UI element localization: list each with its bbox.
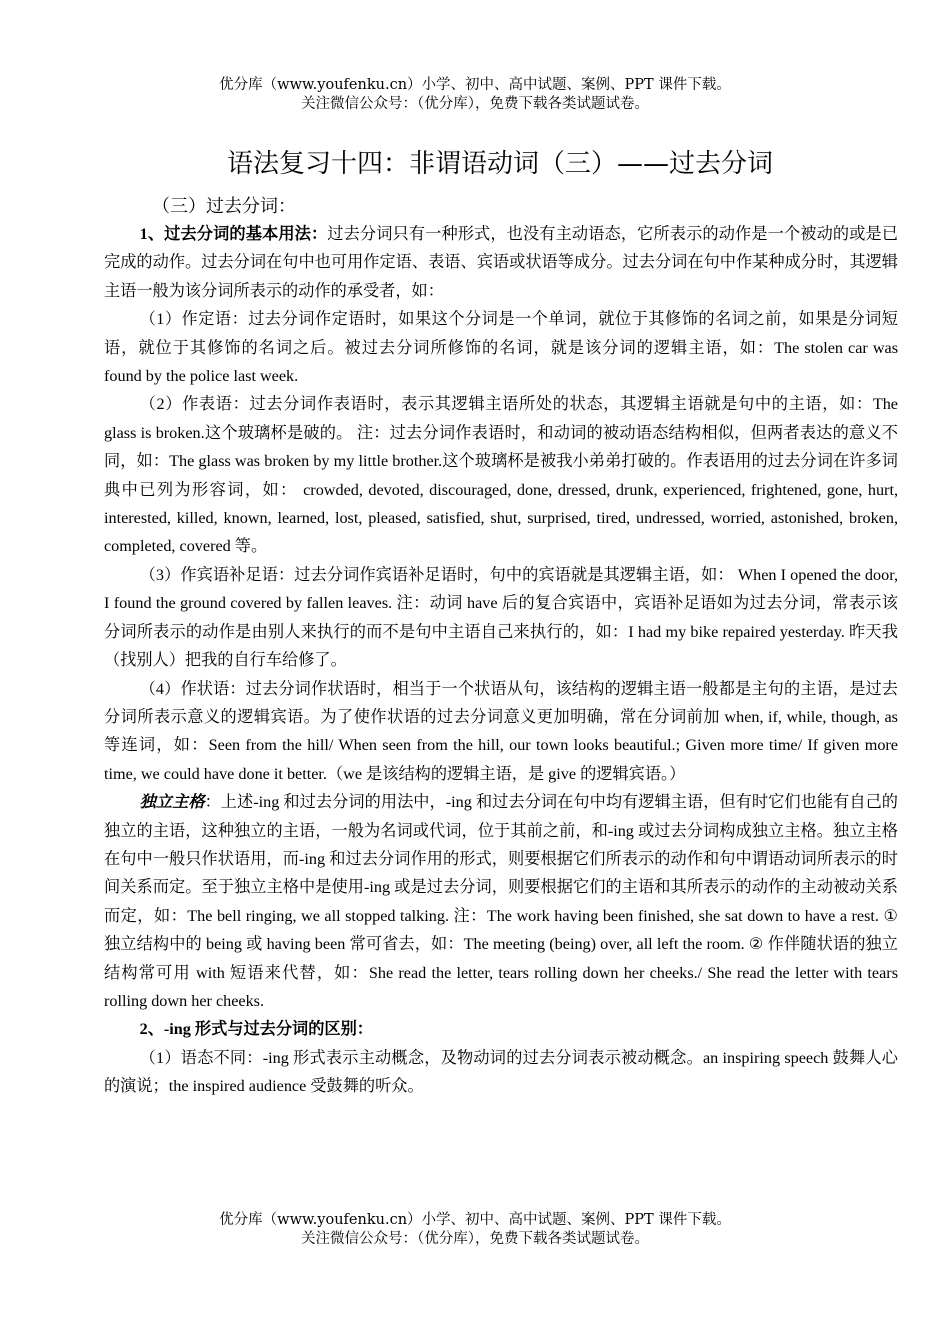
paragraph-basic-usage xyxy=(104,220,898,305)
header-line-2: 关注微信公众号：（优分库），免费下载各类试题试卷。 xyxy=(301,96,649,112)
section-2-heading: 2、-ing 形式与过去分词的区别： xyxy=(139,1020,373,1039)
page-footer xyxy=(0,1211,950,1249)
document-body xyxy=(104,220,898,1101)
section-1-heading: 1、过去分词的基本用法： xyxy=(139,225,328,243)
absolute-heading: 独立主格 xyxy=(139,793,205,812)
absolute-text: ：上述-ing 和过去分词的用法中，-ing 和过去分词在句中均有逻辑主语，但有时它们也能有自己的独立的主语，这种独立的主语，一般为名词或代词，位于其前之前，和-ing 或过去分词构成独立主格。独立主格在句中一般只作状语用，而-ing 和过去分词作用的形式，则要根据它们所表示的动作和句中谓语动词所表示的时间关系而定。至于独立主格中是使用-ing 或是过去分词，则要根据它们的主语和其所表示的动作的主动被动关系而定，如：The bell ringing, we all stopped talking. 注：The work having been finished, she sat down to have a rest. ① 独立结构中的 being 或 having been 常可省去，如：The meeting (being) over, all left the room. ② 作伴随状语的独立结构常可用 with 短语来代替，如：She read the letter, tears rolling down her cheeks./ She read the letter with tears rolling down her cheeks. xyxy=(104,793,898,1010)
footer-line-2: 关注微信公众号：（优分库），免费下载各类试题试卷。 xyxy=(301,1231,649,1247)
paragraph-attributive: （1）作定语：过去分词作定语时，如果这个分词是一个单词，就位于其修饰的名词之前，如果是分词短语，就位于其修饰的名词之后。被过去分词所修饰的名词，就是该分词的逻辑主语，如：The stolen car was found by the police last week. xyxy=(104,310,898,386)
section-subtitle: （三）过去分词： xyxy=(152,196,296,217)
paragraph-voice-difference: （1）语态不同：-ing 形式表示主动概念，及物动词的过去分词表示被动概念。an inspiring speech 鼓舞人心的演说；the inspired audience 受鼓舞的听众。 xyxy=(104,1048,898,1096)
section-1-text: 过去分词只有一种形式，也没有主动语态，它所表示的动作是一个被动的或是已完成的动作。过去分词在句中也可用作定语、表语、宾语或状语等成分。过去分词在句中作某种成分时，其逻辑主语一般为该分词所表示的动作的承受者，如： xyxy=(104,225,899,300)
paragraph-object-complement: （3）作宾语补足语：过去分词作宾语补足语时，句中的宾语就是其逻辑主语，如： When I opened the door, I found the ground covered by fallen leaves. 注：动词 have 后的复合宾语中，宾语补足语如为过去分词，常表示该分词所表示的动作是由别人来执行的而不是句中主语自己来执行的，如：I had my bike repaired yesterday. 昨天我（找别人）把我的自行车给修了。 xyxy=(104,565,898,670)
paragraph-adverbial: （4）作状语：过去分词作状语时，相当于一个状语从句，该结构的逻辑主语一般都是主句的主语，是过去分词所表示意义的逻辑宾语。为了使作状语的过去分词意义更加明确，常在分词前加 when, if, while, though, as 等连词，如：Seen from the hill/ When seen from the hill, our town looks beautiful.; Given more time/ If given more time, we could have done it better.（we 是该结构的逻辑主语，是 give 的逻辑宾语。） xyxy=(104,679,898,783)
page-header xyxy=(0,76,950,114)
header-line-1: 优分库（www.youfenku.cn）小学、初中、高中试题、案例、PPT 课件下载。 xyxy=(219,77,731,93)
paragraph-absolute-construction xyxy=(104,788,898,1015)
document-title: 语法复习十四：非谓语动词（三）——过去分词 xyxy=(226,149,773,179)
paragraph-predicative: （2）作表语：过去分词作表语时，表示其逻辑主语所处的状态，其逻辑主语就是句中的主语，如：The glass is broken.这个玻璃杯是破的。 注：过去分词作表语时，和动词的被动语态结构相似，但两者表达的意义不同，如：The glass was broken by my little brother.这个玻璃杯是被我小弟弟打破的。作表语用的过去分词在许多词典中已列为形容词，如： crowded, devoted, discouraged, done, dressed, drunk, experienced, frightened, gone, hurt, interested, killed, known, learned, lost, pleased, satisfied, shut, surprised, tired, undressed, worried, astonished, broken, completed, covered 等。 xyxy=(104,395,898,556)
footer-line-1: 优分库（www.youfenku.cn）小学、初中、高中试题、案例、PPT 课件下载。 xyxy=(219,1212,731,1228)
